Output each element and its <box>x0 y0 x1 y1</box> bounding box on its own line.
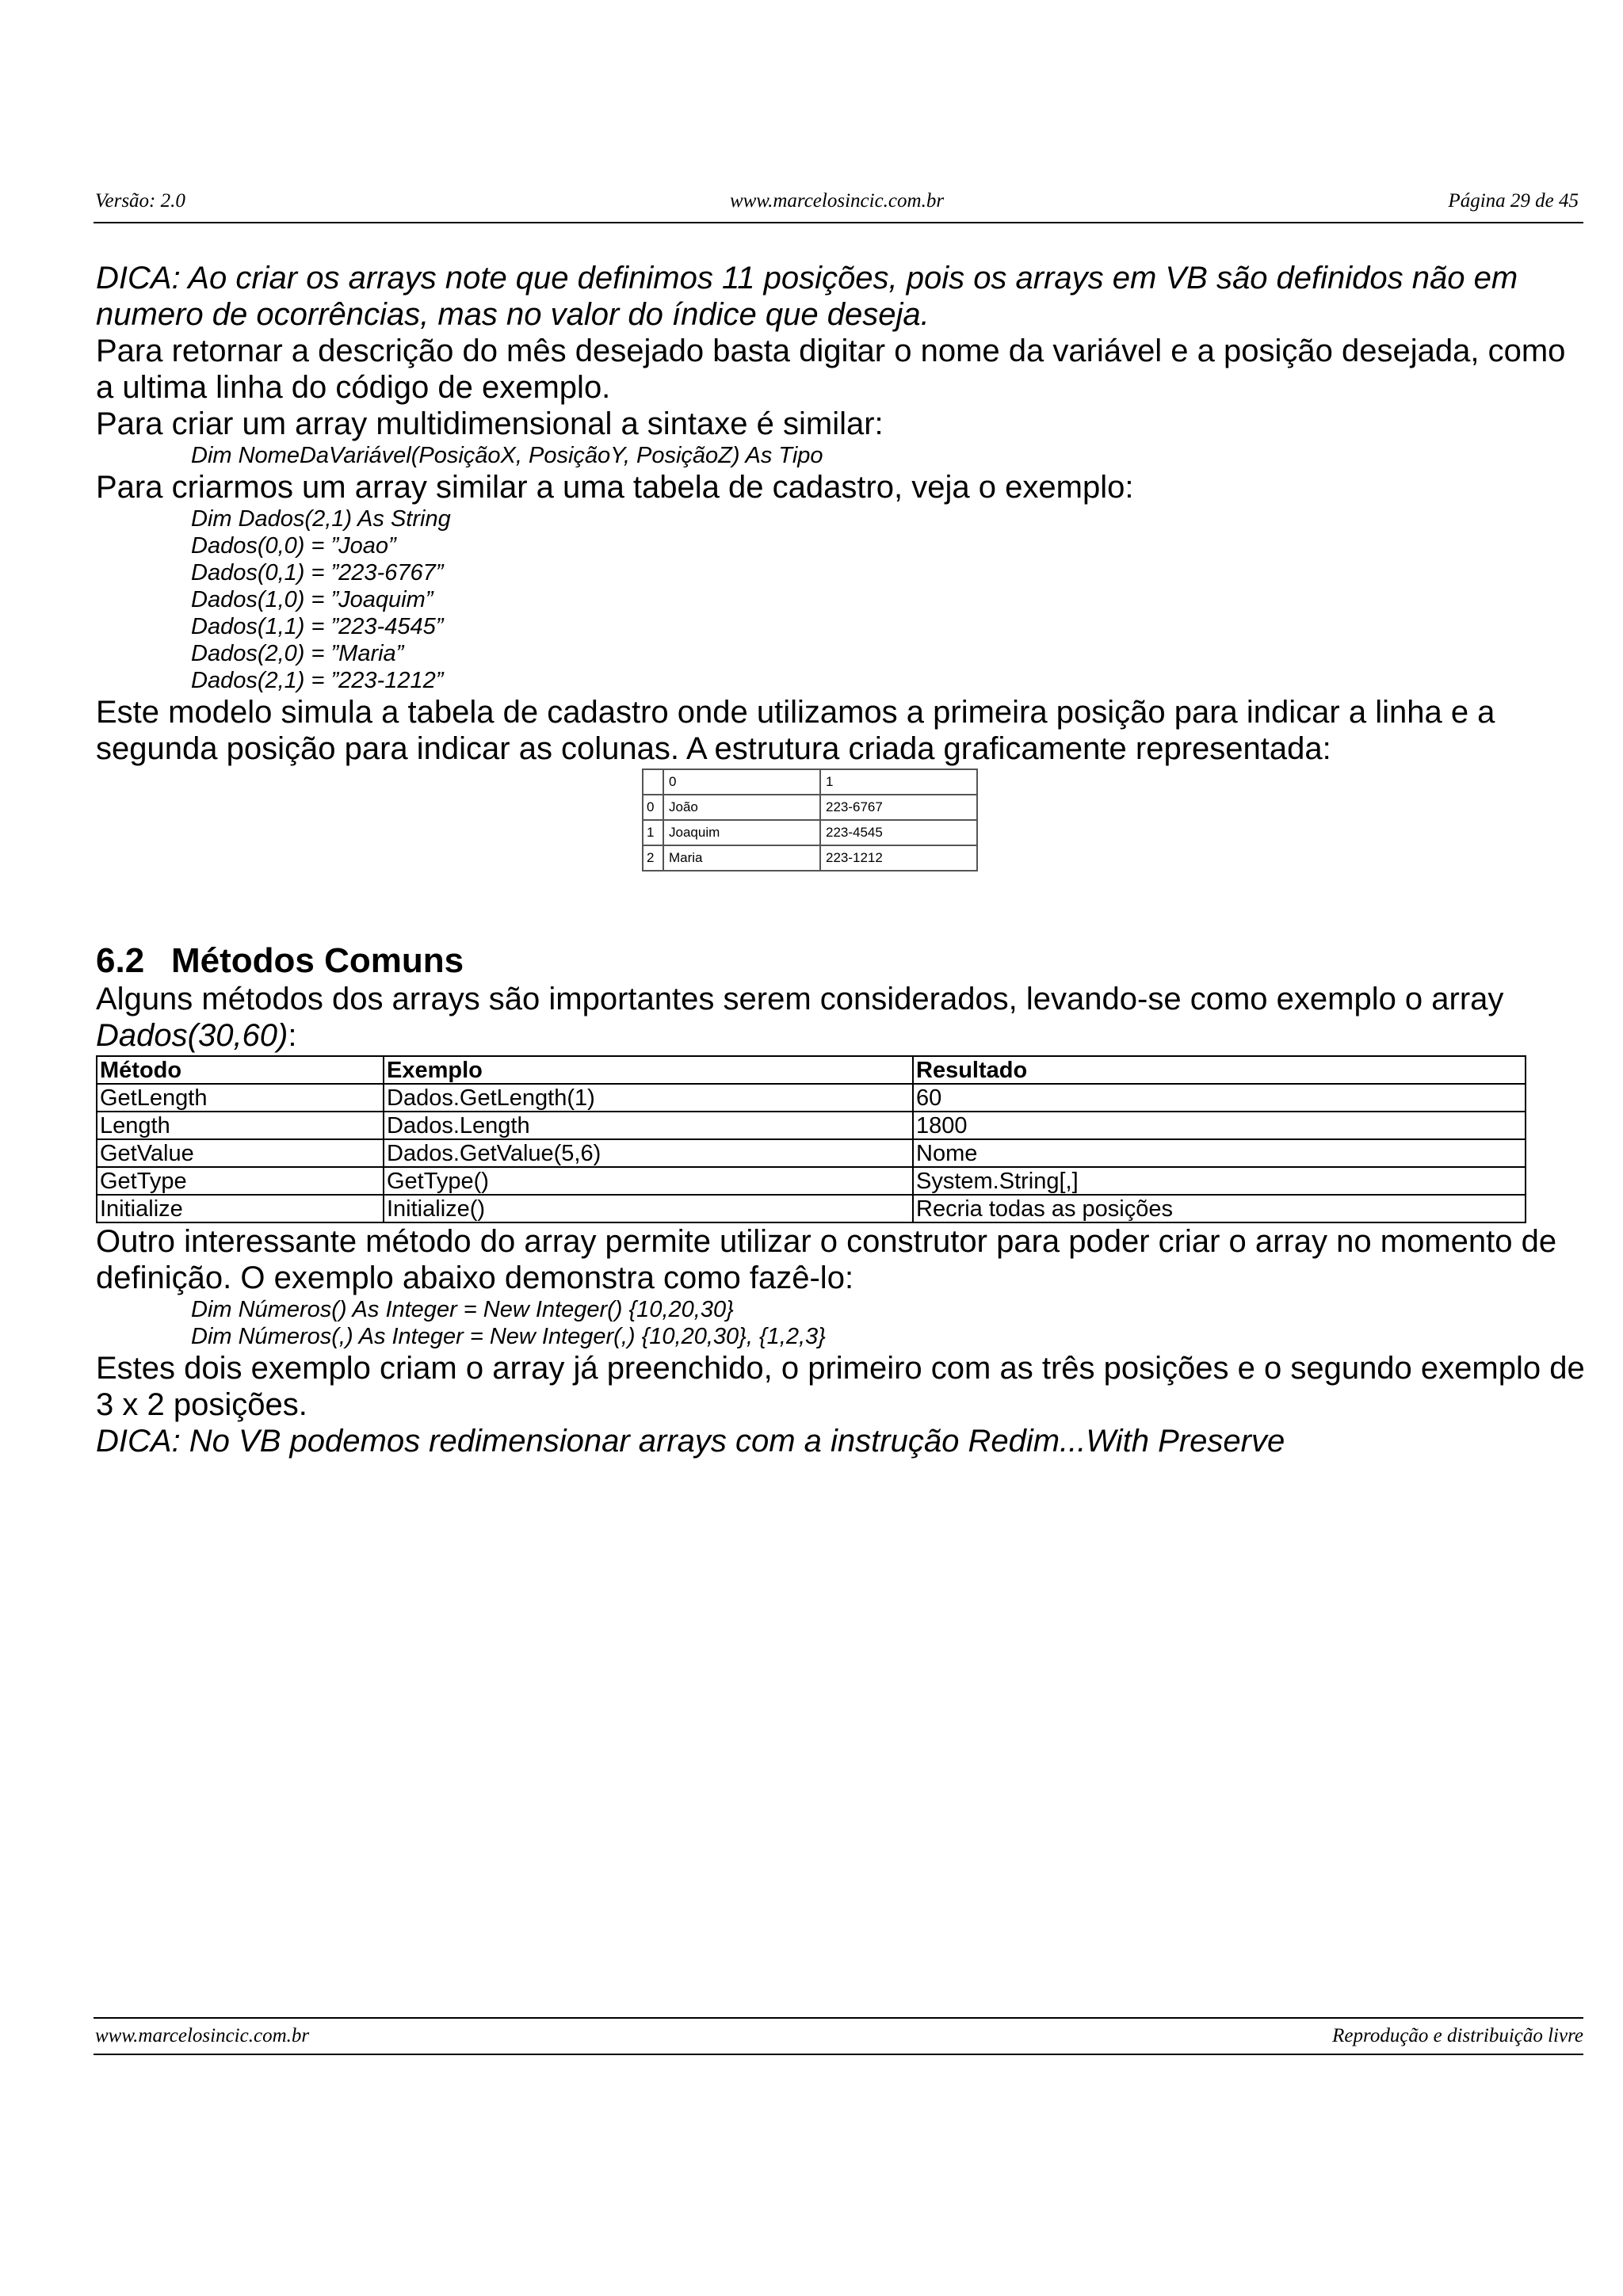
code-line: Dim Números() As Integer = New Integer() {10,20,30} <box>191 1297 734 1322</box>
example-cell: GetType() <box>384 1167 913 1195</box>
diagram-cell: 223-4545 <box>820 820 977 845</box>
code-syntax: Dim NomeDaVariável(PosiçãoX, PosiçãoY, PosiçãoZ) As Tipo <box>191 443 823 468</box>
code-block-dados <box>96 505 1586 694</box>
footer-website: www.marcelosincic.com.br <box>95 2025 310 2046</box>
result-cell: 60 <box>913 1084 1526 1112</box>
col-header-exemplo: Exemplo <box>384 1056 913 1084</box>
diagram-cell: Maria <box>663 845 820 871</box>
col-header-resultado: Resultado <box>913 1056 1526 1084</box>
methods-table <box>96 1055 1526 1223</box>
result-cell: System.String[,] <box>913 1167 1526 1195</box>
tip-paragraph-1: DICA: Ao criar os arrays note que definimos 11 posições, pois os arrays em VB são definidos não em numero de ocorrências, mas no valor do índice que deseja. <box>96 261 1518 332</box>
code-line: Dados(1,1) = ”223-4545” <box>191 614 444 639</box>
diagram-row <box>643 795 977 820</box>
example-cell: Dados.Length <box>384 1112 913 1139</box>
code-line: Dados(0,0) = ”Joao” <box>191 533 396 559</box>
section-heading <box>96 941 1586 981</box>
code-line: Dim Dados(2,1) As String <box>191 506 451 532</box>
method-cell: Initialize <box>97 1195 384 1222</box>
header-website: www.marcelosincic.com.br <box>729 190 945 212</box>
header-rule <box>94 222 1583 223</box>
diagram-row-index: 2 <box>643 845 663 871</box>
section-intro-text: Alguns métodos dos arrays são importantes serem considerados, levando-se como exemplo o array <box>96 982 1504 1016</box>
result-cell: 1800 <box>913 1112 1526 1139</box>
method-cell: GetLength <box>97 1084 384 1112</box>
diagram-header-row <box>643 769 977 795</box>
diagram-cell: 223-6767 <box>820 795 977 820</box>
table-row <box>97 1167 1526 1195</box>
paragraph-6: Estes dois exemplo criam o array já preenchido, o primeiro com as três posições e o segundo exemplo de 3 x 2 posições. <box>96 1351 1585 1422</box>
paragraph-4: Este modelo simula a tabela de cadastro onde utilizamos a primeira posição para indicar a linha e a segunda posição para indicar as colunas. A estrutura criada graficamente representada: <box>96 695 1495 766</box>
result-cell: Recria todas as posições <box>913 1195 1526 1222</box>
paragraph-5: Outro interessante método do array permite utilizar o construtor para poder criar o array no momento de definição. O exemplo abaixo demonstra como fazê-lo: <box>96 1224 1557 1295</box>
paragraph-3: Para criarmos um array similar a uma tabela de cadastro, veja o exemplo: <box>96 470 1134 505</box>
code-line: Dados(2,1) = ”223-1212” <box>191 668 444 693</box>
table-row <box>97 1112 1526 1139</box>
result-cell: Nome <box>913 1139 1526 1167</box>
method-cell: GetValue <box>97 1139 384 1167</box>
method-cell: GetType <box>97 1167 384 1195</box>
paragraph-2: Para criar um array multidimensional a sintaxe é similar: <box>96 406 884 441</box>
diagram-col-header: 0 <box>663 769 820 795</box>
code-line: Dados(1,0) = ”Joaquim” <box>191 587 433 612</box>
diagram-corner <box>643 769 663 795</box>
section-number: 6.2 <box>96 941 145 980</box>
page-header <box>95 179 1579 219</box>
diagram-row-index: 0 <box>643 795 663 820</box>
diagram-row <box>643 820 977 845</box>
array-diagram <box>642 769 978 871</box>
version-label: Versão: 2.0 <box>95 190 185 212</box>
example-cell: Dados.GetValue(5,6) <box>384 1139 913 1167</box>
table-row <box>97 1139 1526 1167</box>
footer-rule-top <box>94 2017 1583 2019</box>
section-intro-end: : <box>288 1018 297 1053</box>
example-cell: Initialize() <box>384 1195 913 1222</box>
section-intro <box>96 981 1586 1054</box>
section-intro-array: Dados(30,60) <box>96 1018 288 1053</box>
table-row <box>97 1084 1526 1112</box>
diagram-cell: João <box>663 795 820 820</box>
section-title: Métodos Comuns <box>171 941 464 980</box>
page-number: Página 29 de 45 <box>1448 190 1579 212</box>
page-content <box>96 260 1586 1459</box>
diagram-cell: 223-1212 <box>820 845 977 871</box>
footer-rule-bottom <box>94 2054 1583 2055</box>
tip-paragraph-2: DICA: No VB podemos redimensionar arrays com a instrução Redim...With Preserve <box>96 1424 1285 1459</box>
paragraph-1: Para retornar a descrição do mês desejado basta digitar o nome da variável e a posição desejada, como a ultima linha do código de exemplo. <box>96 334 1566 405</box>
diagram-row-index: 1 <box>643 820 663 845</box>
method-cell: Length <box>97 1112 384 1139</box>
code-line: Dados(2,0) = ”Maria” <box>191 641 404 666</box>
diagram-col-header: 1 <box>820 769 977 795</box>
code-line: Dim Números(,) As Integer = New Integer(,) {10,20,30}, {1,2,3} <box>191 1324 826 1349</box>
col-header-metodo: Método <box>97 1056 384 1084</box>
footer-license: Reprodução e distribuição livre <box>1332 2025 1583 2046</box>
diagram-row <box>643 845 977 871</box>
example-cell: Dados.GetLength(1) <box>384 1084 913 1112</box>
table-row <box>97 1195 1526 1222</box>
diagram-cell: Joaquim <box>663 820 820 845</box>
methods-header-row <box>97 1056 1526 1084</box>
code-line: Dados(0,1) = ”223-6767” <box>191 560 444 585</box>
